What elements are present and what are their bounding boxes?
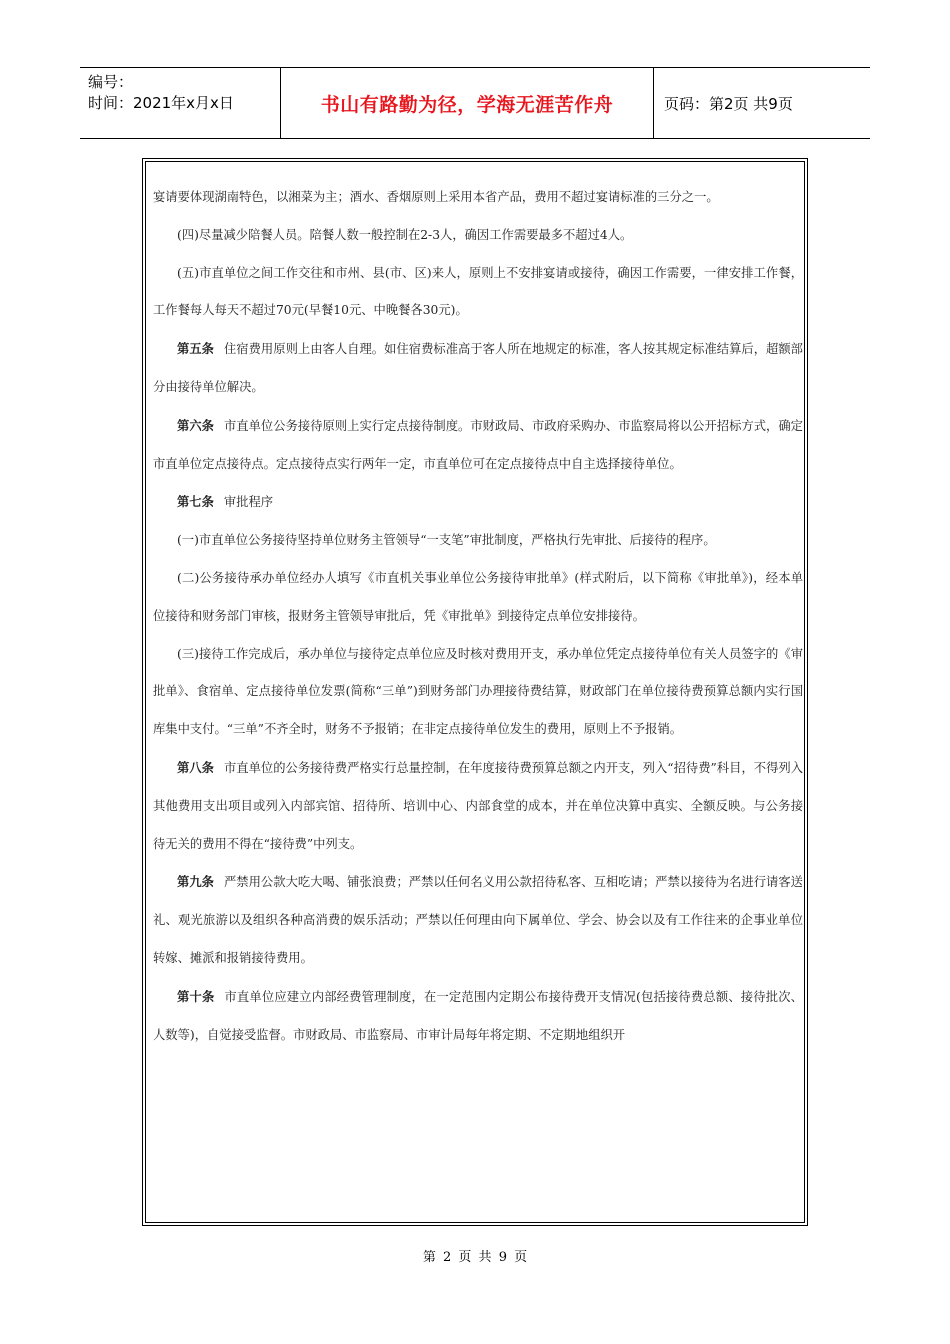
article-heading: 第六条 <box>177 417 214 433</box>
paragraph-text: (五)市直单位之间工作交往和市州、县(市、区)来人，原则上不安排宴请或接待，确因工作需要，一律安排工作餐，工作餐每人每天不超过70元(早餐10元、中晚餐各30元)。 <box>153 265 803 318</box>
paragraph-text: 市直单位的公务接待费严格实行总量控制，在年度接待费预算总额之内开支，列入“招待费”科目，不得列入其他费用支出项目或列入内部宾馆、招待所、培训中心、内部食堂的成本，并在单位决算中真实、全额反映。与公务接待无关的费用不得在“接待费”中列支。 <box>153 760 803 851</box>
paragraph-text: 市直单位公务接待原则上实行定点接待制度。市财政局、市政府采购办、市监察局将以公开招标方式，确定市直单位定点接待点。定点接待点实行两年一定，市直单位可在定点接待点中自主选择接待单位。 <box>153 418 803 471</box>
header-page-cell <box>654 68 870 138</box>
body-paragraph <box>153 179 803 217</box>
body-paragraph <box>153 863 803 977</box>
paragraph-text: (三)接待工作完成后，承办单位与接待定点单位应及时核对费用开支，承办单位凭定点接待单位有关人员签字的《审批单》、食宿单、定点接待单位发票(简称“三单”)到财务部门办理接待费结算，财政部门在单位接待费预算总额内实行国库集中支付。“三单”不齐全时，财务不予报销；在非定点接待单位发生的费用，原则上不予报销。 <box>153 646 803 737</box>
article-heading: 第七条 <box>177 494 214 510</box>
body-paragraph <box>153 522 803 560</box>
paragraph-text: (一)市直单位公务接待坚持单位财务主管领导“一支笔”审批制度，严格执行先审批、后接待的程序。 <box>177 533 716 548</box>
paragraph-text: 住宿费用原则上由客人自理。如住宿费标准高于客人所在地规定的标准，客人按其规定标准结算后，超额部分由接待单位解决。 <box>153 342 803 394</box>
paragraph-text: (二)公务接待承办单位经办人填写《市直机关事业单位公务接待审批单》(样式附后，以下简称《审批单》)，经本单位接待和财务部门审核，报财务主管领导审批后，凭《审批单》到接待定点单位安排接待。 <box>153 570 803 623</box>
document-body-frame <box>142 158 808 1226</box>
article-heading: 第五条 <box>177 341 214 357</box>
document-number-label: 编号： <box>88 73 134 91</box>
body-paragraph <box>153 749 803 863</box>
body-paragraph <box>153 407 803 484</box>
document-body-text <box>153 179 803 1054</box>
article-heading: 第八条 <box>177 759 214 775</box>
body-paragraph <box>153 330 803 407</box>
body-paragraph <box>153 255 803 331</box>
paragraph-text: 市直单位应建立内部经费管理制度，在一定范围内定期公布接待费开支情况(包括接待费总额、接待批次、人数等)，自觉接受监督。市财政局、市监察局、市审计局每年将定期、不定期地组织开 <box>153 989 803 1042</box>
document-date-label: 时间：2021年x月x日 <box>88 94 234 112</box>
body-paragraph <box>153 636 803 749</box>
article-heading: 第十条 <box>177 988 215 1004</box>
article-heading: 第九条 <box>177 874 214 890</box>
body-paragraph <box>153 483 803 522</box>
paragraph-text: 严禁用公款大吃大喝、铺张浪费；严禁以任何名义用公款招待私客、互相吃请；严禁以接待为名进行请客送礼、观光旅游以及组织各种高消费的娱乐活动；严禁以任何理由向下属单位、学会、协会以及有工作往来的企事业单位转嫁、摊派和报销接待费用。 <box>153 875 803 965</box>
body-paragraph <box>153 217 803 255</box>
paragraph-text: (四)尽量减少陪餐人员。陪餐人数一般控制在2-3人，确因工作需要最多不超过4人。 <box>177 227 633 242</box>
paragraph-text: 审批程序 <box>223 495 274 510</box>
header-motto-cell <box>281 68 654 138</box>
body-paragraph <box>153 560 803 636</box>
paragraph-text: 宴请要体现湖南特色，以湘菜为主；酒水、香烟原则上采用本省产品，费用不超过宴请标准的三分之一。 <box>153 190 719 204</box>
page-header <box>80 67 870 139</box>
page-footer: 第 2 页 共 9 页 <box>422 1250 528 1265</box>
header-motto: 书山有路勤为径，学海无涯苦作舟 <box>320 93 614 116</box>
header-page-label: 页码：第2页 共9页 <box>664 94 793 113</box>
body-paragraph <box>153 978 803 1055</box>
header-meta <box>80 68 281 138</box>
